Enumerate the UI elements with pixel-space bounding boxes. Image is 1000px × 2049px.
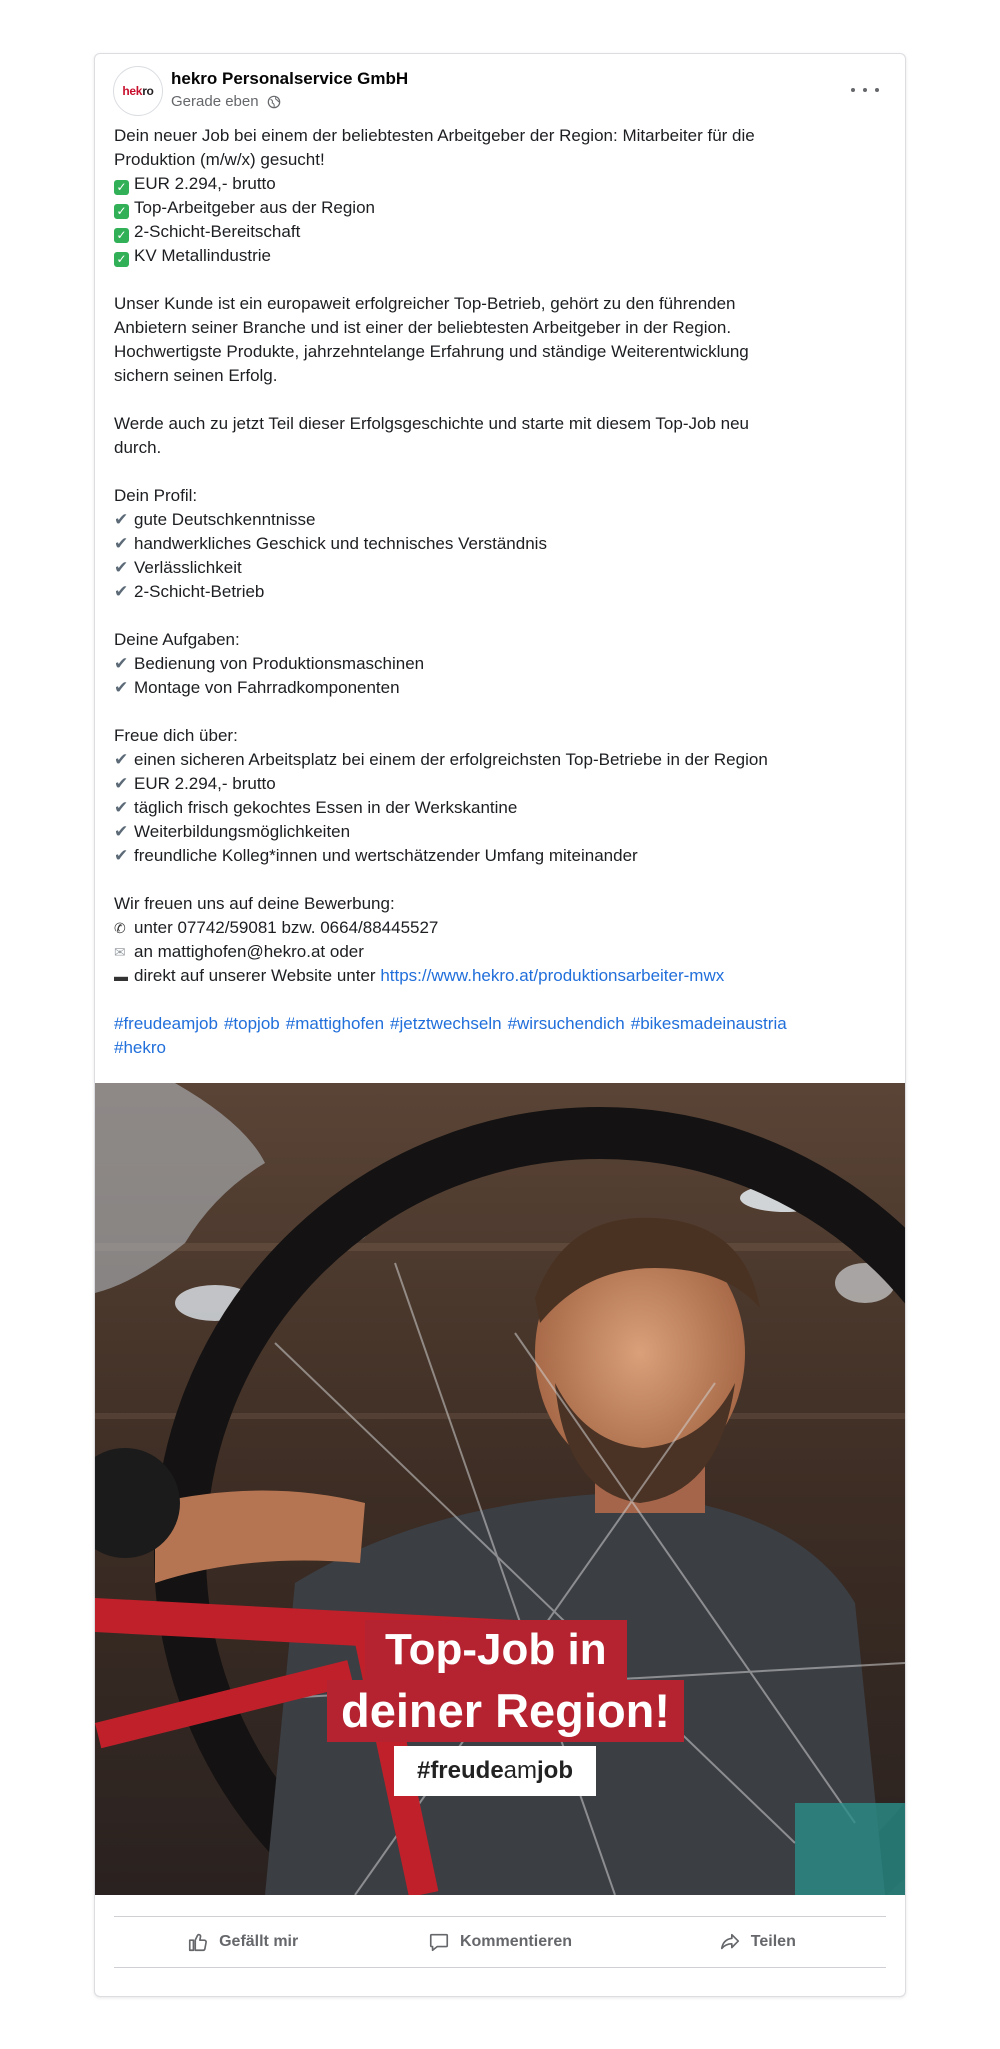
computer-icon: ▬ bbox=[114, 968, 128, 984]
post-header bbox=[113, 66, 887, 118]
list-item: ✔ gute Deutschkenntnisse bbox=[114, 508, 894, 532]
share-label: Teilen bbox=[750, 1933, 796, 1950]
section-title: Wir freuen uns auf deine Bewerbung: bbox=[114, 894, 395, 913]
more-options-icon[interactable] bbox=[851, 80, 879, 100]
contact-email: ✉ an mattighofen@hekro.at oder bbox=[114, 940, 894, 964]
check-icon: ✔ bbox=[114, 534, 129, 553]
hashtag-link[interactable]: #freudeamjob bbox=[114, 1014, 218, 1033]
post-card bbox=[94, 53, 906, 1997]
check-icon: ✔ bbox=[114, 798, 129, 817]
timestamp[interactable]: Gerade eben bbox=[171, 93, 259, 110]
text-line: durch. bbox=[114, 438, 162, 457]
highlight-item: ✓ KV Metallindustrie bbox=[114, 244, 894, 268]
image-hashtag-box bbox=[394, 1746, 596, 1796]
section-title: Dein Profil: bbox=[114, 486, 198, 505]
image-banner-line2: deiner Region! bbox=[327, 1680, 684, 1742]
contact-website: ▬ direkt auf unserer Website unter https://www.hekro.at/produktionsarbeiter-mwx bbox=[114, 964, 894, 988]
list-item: ✔ handwerkliches Geschick und technisches Verständnis bbox=[114, 532, 894, 556]
check-mark-button-icon: ✓ bbox=[114, 228, 129, 243]
list-item: ✔ Weiterbildungsmöglichkeiten bbox=[114, 820, 894, 844]
page-name[interactable]: hekro Personalservice GmbH bbox=[171, 69, 409, 88]
post-image[interactable] bbox=[95, 1083, 905, 1895]
envelope-icon: ✉ bbox=[114, 944, 126, 960]
hashtags-line bbox=[114, 1036, 894, 1060]
text-line: Unser Kunde ist ein europaweit erfolgreicher Top-Betrieb, gehört zu den führenden bbox=[114, 294, 736, 313]
text-line: Produktion (m/w/x) gesucht! bbox=[114, 150, 325, 169]
like-label: Gefällt mir bbox=[219, 1933, 299, 1950]
list-item: ✔ einen sicheren Arbeitsplatz bei einem der erfolgreichsten Top-Betriebe in der Region bbox=[114, 748, 894, 772]
share-button[interactable] bbox=[629, 1917, 886, 1967]
hashtag-link[interactable]: #hekro bbox=[114, 1038, 166, 1057]
hashtags-line bbox=[114, 1012, 894, 1036]
check-mark-button-icon: ✓ bbox=[114, 204, 129, 219]
text-line: Hochwertigste Produkte, jahrzehntelange Erfahrung und ständige Weiterentwicklung bbox=[114, 342, 749, 361]
comment-button[interactable] bbox=[371, 1917, 628, 1967]
image-banner-line1: Top-Job in bbox=[365, 1620, 627, 1680]
text-line: Anbietern seiner Branche und ist einer der beliebtesten Arbeitgeber in der Region. bbox=[114, 318, 732, 337]
list-item: ✔ EUR 2.294,- brutto bbox=[114, 772, 894, 796]
post-meta bbox=[171, 93, 281, 110]
highlight-item: ✓ EUR 2.294,- brutto bbox=[114, 172, 894, 196]
check-icon: ✔ bbox=[114, 846, 129, 865]
text-line: sichern seinen Erfolg. bbox=[114, 366, 278, 385]
check-icon: ✔ bbox=[114, 678, 129, 697]
contact-phone: ✆ unter 07742/59081 bzw. 0664/88445527 bbox=[114, 916, 894, 940]
list-item: ✔ Verlässlichkeit bbox=[114, 556, 894, 580]
check-icon: ✔ bbox=[114, 582, 129, 601]
check-icon: ✔ bbox=[114, 510, 129, 529]
text-line: Werde auch zu jetzt Teil dieser Erfolgsgeschichte und starte mit diesem Top-Job neu bbox=[114, 414, 750, 433]
phone-icon: ✆ bbox=[114, 920, 126, 936]
avatar[interactable] bbox=[113, 66, 163, 116]
highlight-item: ✓ Top-Arbeitgeber aus der Region bbox=[114, 196, 894, 220]
hashtag-link[interactable]: #jetztwechseln bbox=[390, 1014, 502, 1033]
highlight-item: ✓ 2-Schicht-Bereitschaft bbox=[114, 220, 894, 244]
check-icon: ✔ bbox=[114, 750, 129, 769]
avatar-text-dark: ro bbox=[142, 84, 154, 98]
list-item: ✔ Montage von Fahrradkomponenten bbox=[114, 676, 894, 700]
comment-icon bbox=[428, 1931, 450, 1953]
hashtag-part: am bbox=[503, 1757, 538, 1784]
check-icon: ✔ bbox=[114, 558, 129, 577]
check-icon: ✔ bbox=[114, 654, 129, 673]
check-icon: ✔ bbox=[114, 774, 129, 793]
list-item: ✔ Bedienung von Produktionsmaschinen bbox=[114, 652, 894, 676]
share-icon bbox=[719, 1931, 741, 1953]
hashtag-link[interactable]: #wirsuchendich bbox=[507, 1014, 625, 1033]
section-title: Freue dich über: bbox=[114, 726, 238, 745]
hashtag-link[interactable]: #mattighofen bbox=[285, 1014, 385, 1033]
website-link[interactable]: https://www.hekro.at/produktionsarbeiter-mwx bbox=[380, 966, 725, 985]
post-text bbox=[114, 124, 894, 1060]
hashtag-part: job bbox=[537, 1757, 574, 1784]
comment-label: Kommentieren bbox=[459, 1933, 572, 1950]
hashtag-link[interactable]: #topjob bbox=[223, 1014, 280, 1033]
text-line: Dein neuer Job bei einem der beliebtesten Arbeitgeber der Region: Mitarbeiter für die bbox=[114, 126, 755, 145]
hashtag-link[interactable]: #bikesmadeinaustria bbox=[630, 1014, 787, 1033]
hashtag-part: #freude bbox=[416, 1757, 504, 1784]
check-mark-button-icon: ✓ bbox=[114, 252, 129, 267]
list-item: ✔ freundliche Kolleg*innen und wertschätzender Umfang miteinander bbox=[114, 844, 894, 868]
check-mark-button-icon: ✓ bbox=[114, 180, 129, 195]
globe-icon bbox=[267, 95, 281, 109]
avatar-text-red: hek bbox=[122, 84, 143, 98]
list-item: ✔ 2-Schicht-Betrieb bbox=[114, 580, 894, 604]
list-item: ✔ täglich frisch gekochtes Essen in der Werkskantine bbox=[114, 796, 894, 820]
check-icon: ✔ bbox=[114, 822, 129, 841]
section-title: Deine Aufgaben: bbox=[114, 630, 240, 649]
thumbs-up-icon bbox=[187, 1931, 209, 1953]
like-button[interactable] bbox=[114, 1917, 371, 1967]
action-bar bbox=[114, 1916, 886, 1968]
